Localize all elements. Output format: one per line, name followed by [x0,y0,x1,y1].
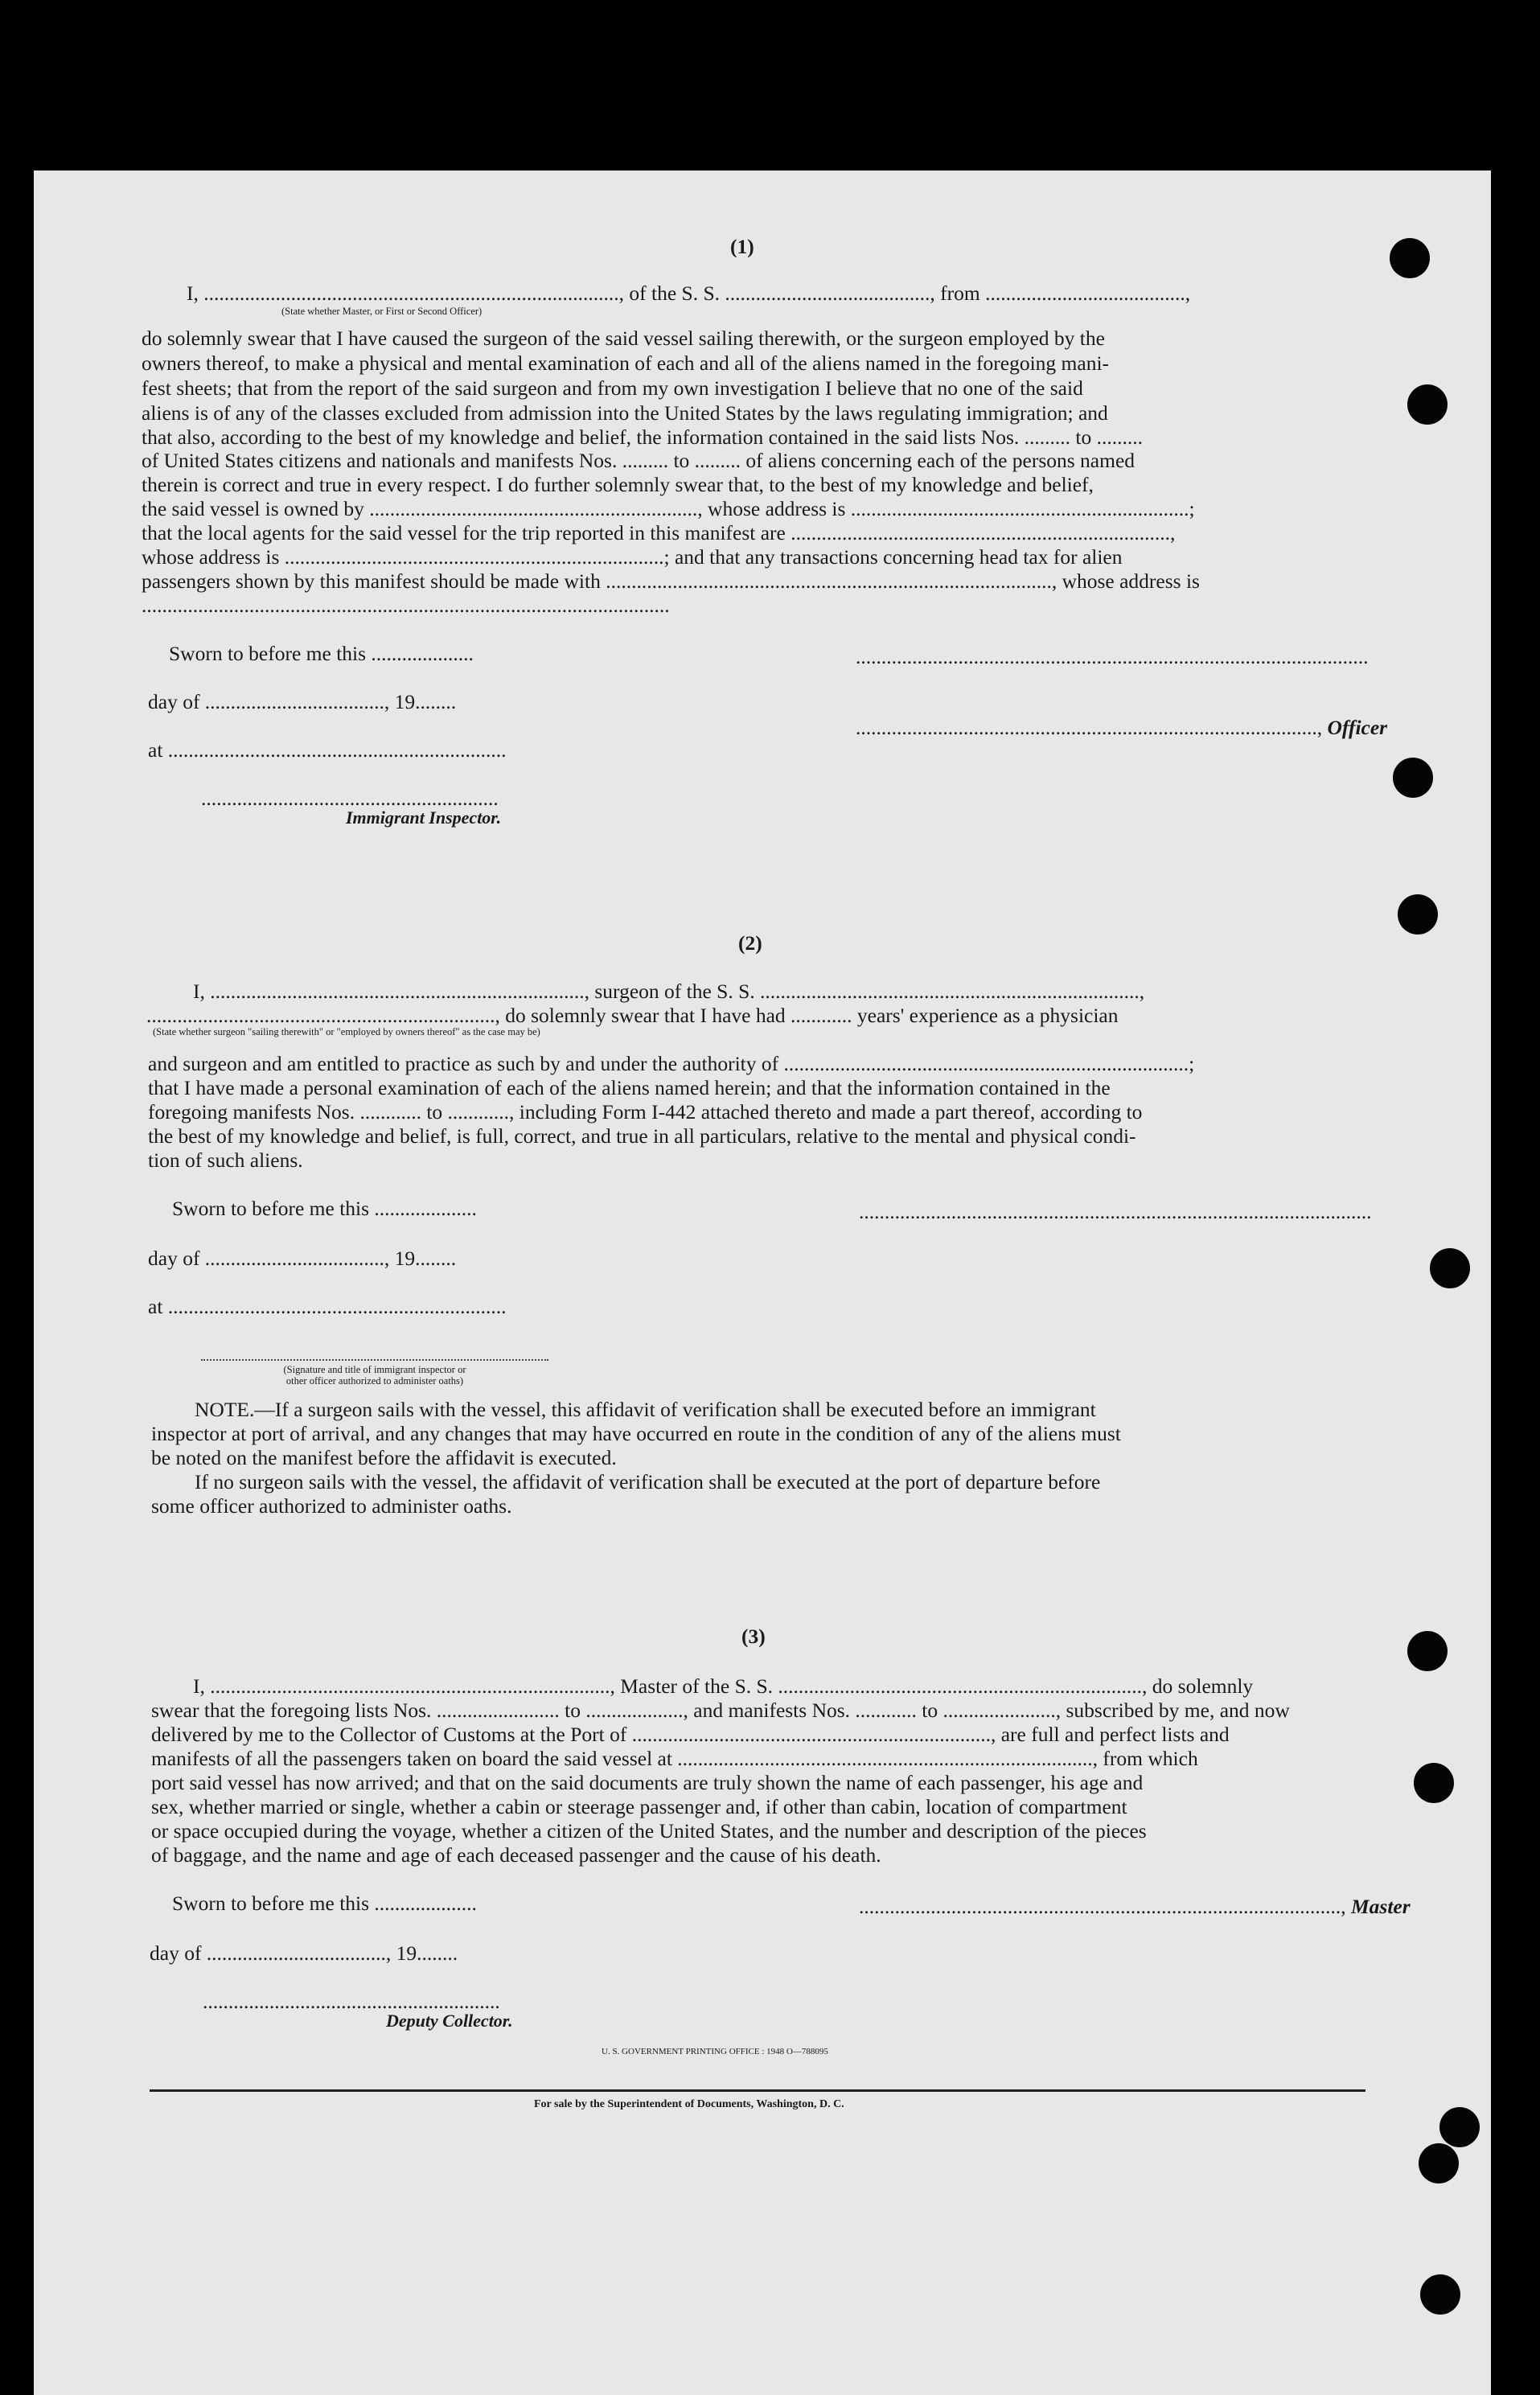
note-line: inspector at port of arrival, and any changes that may have occurred en route in the condition of any of the aliens must [151,1422,1121,1445]
section1-inspector-signature-line: .......................................................... [201,787,499,810]
section1-officer-line-2 [856,716,1387,740]
para-line: aliens is of any of the classes excluded from admission into the United States by the laws regulating immigration; and [142,401,1108,425]
section2-experience-line: ...................................................................., do solemnly swear that I have had ............ years' experience as a physician [146,1004,1119,1027]
punch-hole [1439,2107,1480,2147]
section2-signature-note [201,1364,548,1386]
section2-sworn-line: Sworn to before me this .................... [172,1197,477,1220]
section1-at-line: at .................................................................. [148,738,507,762]
para-line: and surgeon and am entitled to practice as such by and under the authority of ...............................................................................; [148,1052,1195,1075]
section2-at-line: at .................................................................. [148,1295,507,1318]
para-line: of baggage, and the name and age of each deceased passenger and the cause of his death. [151,1843,881,1867]
para-line: ....................................................................................................... [142,594,670,617]
section3-master-line [859,1895,1411,1919]
section2-surgeon-signature-line: .................................................................................................... [859,1200,1372,1223]
section3-collector-title: Deputy Collector. [386,2011,513,2031]
para-line: I, .............................................................................., Master of the S. S. ......................................................................., do solemnly [193,1674,1254,1698]
para-line: do solemnly swear that I have caused the surgeon of the said vessel sailing therewith, or the surgeon employed by the [142,327,1105,350]
punch-hole [1390,238,1430,278]
punch-hole [1407,1631,1448,1671]
gpo-imprint: U. S. GOVERNMENT PRINTING OFFICE : 1948 O—788095 [602,2047,828,2056]
note-line: be noted on the manifest before the affidavit is executed. [151,1446,617,1469]
para-line: that also, according to the best of my knowledge and belief, the information contained in the said lists Nos. ......... to ......... [142,425,1143,449]
section2-number: (2) [738,931,762,955]
section2-surgeon-note: (State whether surgeon "sailing therewith" or "employed by owners thereof" as the case may be) [153,1026,540,1037]
section3-sworn-line: Sworn to before me this .................... [172,1892,477,1915]
master-signature-line: .............................................................................................., [859,1895,1351,1918]
section1-officer-note: (State whether Master, or First or Second Officer) [281,306,483,317]
footer-rule [150,2089,1365,2092]
para-line: or space occupied during the voyage, whether a citizen of the United States, and the number and description of the pieces [151,1819,1147,1842]
para-line: therein is correct and true in every respect. I do further solemnly swear that, to the best of my knowledge and belief, [142,473,1094,496]
para-line: that the local agents for the said vessel for the trip reported in this manifest are .........................................................................., [142,521,1176,544]
para-line: the said vessel is owned by ................................................................, whose address is ..................................................................; [142,497,1195,520]
section2-oath-line: I, ........................................................................., surgeon of the S. S. .........................................................................., [193,980,1145,1003]
para-line: the best of my knowledge and belief, is full, correct, and true in all particulars, relative to the mental and physical condi- [148,1124,1136,1148]
section3-number: (3) [741,1625,766,1648]
officer-title: Officer [1327,716,1388,739]
para-line: of United States citizens and nationals and manifests Nos. ......... to ......... of aliens concerning each of the persons named [142,449,1135,472]
punch-hole [1393,758,1433,798]
para-line: whose address is ..........................................................................; and that any transactions concerning head tax for alien [142,545,1123,569]
para-line: owners thereof, to make a physical and mental examination of each and all of the aliens named in the foregoing mani- [142,351,1110,375]
section2-day-line: day of ..................................., 19........ [148,1247,457,1270]
sig-note-line: other officer authorized to administer oaths) [285,1375,464,1386]
para-line: swear that the foregoing lists Nos. ........................ to ..................., and manifests Nos. ............ to ......................, subscribed by me, and now [151,1699,1290,1722]
officer-signature-line: .........................................................................................., [856,716,1328,739]
section1-sworn-line: Sworn to before me this .................... [169,642,474,665]
section2-signature-rule [201,1359,548,1361]
section1-oath-line: I, ................................................................................., of the S. S. ........................................, from ......................................., [187,281,1191,305]
para-line: fest sheets; that from the report of the said surgeon and from my own investigation I believe that no one of the said [142,376,1083,400]
section3-day-line: day of ..................................., 19........ [150,1941,458,1965]
note-line: If no surgeon sails with the vessel, the affidavit of verification shall be executed at the port of departure before [195,1470,1101,1493]
para-line: that I have made a personal examination of each of the aliens named herein; and that the information contained in the [148,1076,1111,1099]
para-line: tion of such aliens. [148,1148,303,1172]
note-line: NOTE.—If a surgeon sails with the vessel, this affidavit of verification shall be executed before an immigrant [195,1398,1096,1421]
section1-inspector-title: Immigrant Inspector. [346,807,502,828]
para-line: passengers shown by this manifest should be made with ......................................................................................., whose address is [142,569,1200,593]
punch-hole [1419,2143,1459,2183]
punch-hole [1398,894,1438,935]
punch-hole [1407,384,1448,425]
para-line: manifests of all the passengers taken on board the said vessel at ................................................................................., from which [151,1747,1198,1770]
punch-hole [1430,1248,1470,1288]
note-line: some officer authorized to administer oaths. [151,1494,512,1518]
sale-notice: For sale by the Superintendent of Documents, Washington, D. C. [534,2098,844,2110]
section1-day-line: day of ..................................., 19........ [148,690,457,713]
para-line: sex, whether married or single, whether a cabin or steerage passenger and, if other than cabin, location of compartment [151,1795,1127,1818]
punch-hole [1420,2274,1460,2315]
section1-number: (1) [730,235,754,258]
para-line: foregoing manifests Nos. ............ to ............, including Form I-442 attached thereto and made a part thereof, according to [148,1100,1143,1124]
para-line: delivered by me to the Collector of Customs at the Port of ......................................................................, are full and perfect lists and [151,1723,1230,1746]
punch-hole [1414,1763,1454,1803]
sig-note-line: (Signature and title of immigrant inspector or [283,1364,466,1375]
para-line: port said vessel has now arrived; and that on the said documents are truly shown the name of each passenger, his age and [151,1771,1144,1794]
section1-officer-line-1: .................................................................................................... [856,645,1369,668]
master-title: Master [1351,1895,1411,1918]
section3-collector-signature-line: .......................................................... [203,1990,500,2013]
